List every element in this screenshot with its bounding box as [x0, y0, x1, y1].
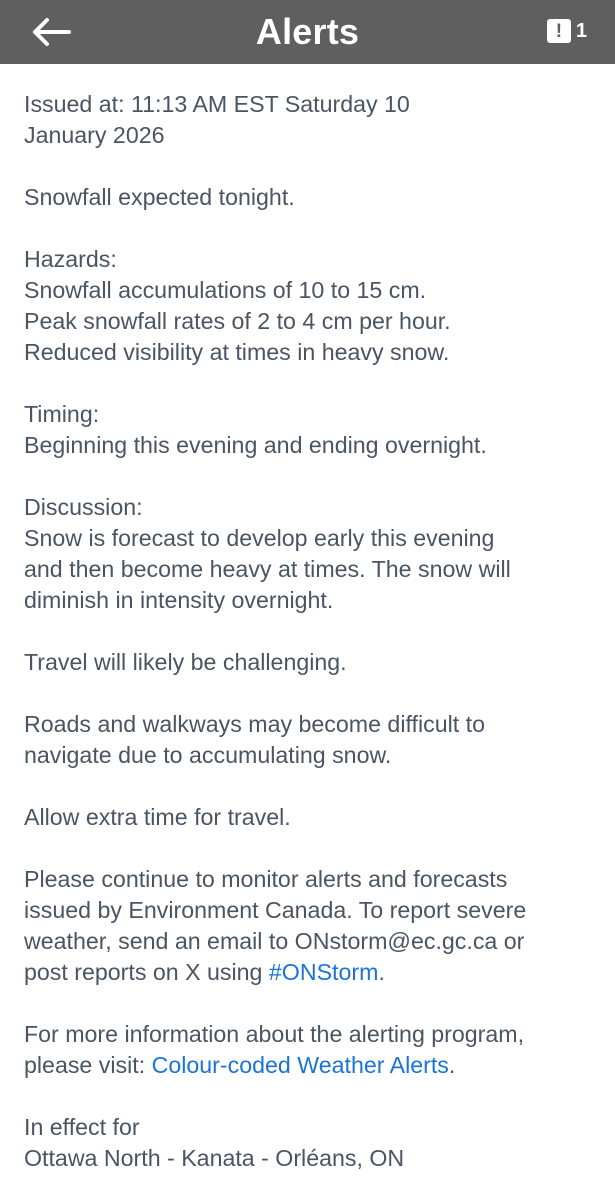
more-info-suffix: .	[448, 1052, 456, 1078]
timing-section	[24, 399, 591, 461]
hazards-heading: Hazards:	[24, 246, 117, 272]
timing-heading: Timing:	[24, 401, 100, 427]
more-info-line: For more information about the alerting program,	[24, 1021, 525, 1047]
discussion-heading: Discussion:	[24, 494, 143, 520]
allow-time-text: Allow extra time for travel.	[24, 804, 291, 830]
monitor-text	[24, 864, 591, 988]
hazards-section	[24, 244, 591, 368]
issued-line-1: Issued at: 11:13 AM EST Saturday 10	[24, 91, 410, 117]
colour-coded-alerts-link[interactable]: Colour-coded Weather Alerts	[151, 1052, 449, 1078]
alert-body	[0, 64, 615, 1174]
discussion-section	[24, 492, 591, 616]
issued-line-2: January 2026	[24, 122, 165, 148]
hazard-item: Peak snowfall rates of 2 to 4 cm per hour.	[24, 308, 451, 334]
monitor-line-suffix: .	[378, 959, 385, 985]
back-button[interactable]	[28, 14, 74, 50]
more-info-text	[24, 1019, 591, 1081]
in-effect-heading: In effect for	[24, 1114, 140, 1140]
location-text: Ottawa North - Kanata - Orléans, ON	[24, 1145, 405, 1171]
top-bar	[0, 0, 615, 64]
in-effect-section	[24, 1112, 591, 1174]
discussion-line: and then become heavy at times. The snow will	[24, 556, 511, 582]
arrow-left-icon	[31, 17, 71, 47]
monitor-line: issued by Environment Canada. To report severe	[24, 897, 527, 923]
alert-summary: Snowfall expected tonight.	[24, 184, 295, 210]
hazard-item: Reduced visibility at times in heavy snow.	[24, 339, 450, 365]
alert-count-button[interactable]	[547, 19, 587, 43]
hazard-item: Snowfall accumulations of 10 to 15 cm.	[24, 277, 427, 303]
roads-line: Roads and walkways may become difficult to	[24, 711, 485, 737]
alert-count: 1	[575, 19, 587, 42]
discussion-line: Snow is forecast to develop early this evening	[24, 525, 495, 551]
monitor-line: Please continue to monitor alerts and forecasts	[24, 866, 508, 892]
roads-text	[24, 709, 591, 771]
exclamation-badge-icon: !	[547, 19, 571, 43]
timing-text: Beginning this evening and ending overnight.	[24, 432, 487, 458]
discussion-line: diminish in intensity overnight.	[24, 587, 334, 613]
more-info-prefix: please visit:	[24, 1052, 152, 1078]
travel-text: Travel will likely be challenging.	[24, 649, 347, 675]
monitor-line-prefix: post reports on X using	[24, 959, 269, 985]
monitor-line: weather, send an email to ONstorm@ec.gc.ca or	[24, 928, 525, 954]
issued-at	[24, 89, 591, 151]
page-title: Alerts	[255, 11, 360, 52]
roads-line: navigate due to accumulating snow.	[24, 742, 392, 768]
onstorm-hashtag-link[interactable]: #ONStorm	[268, 959, 379, 985]
